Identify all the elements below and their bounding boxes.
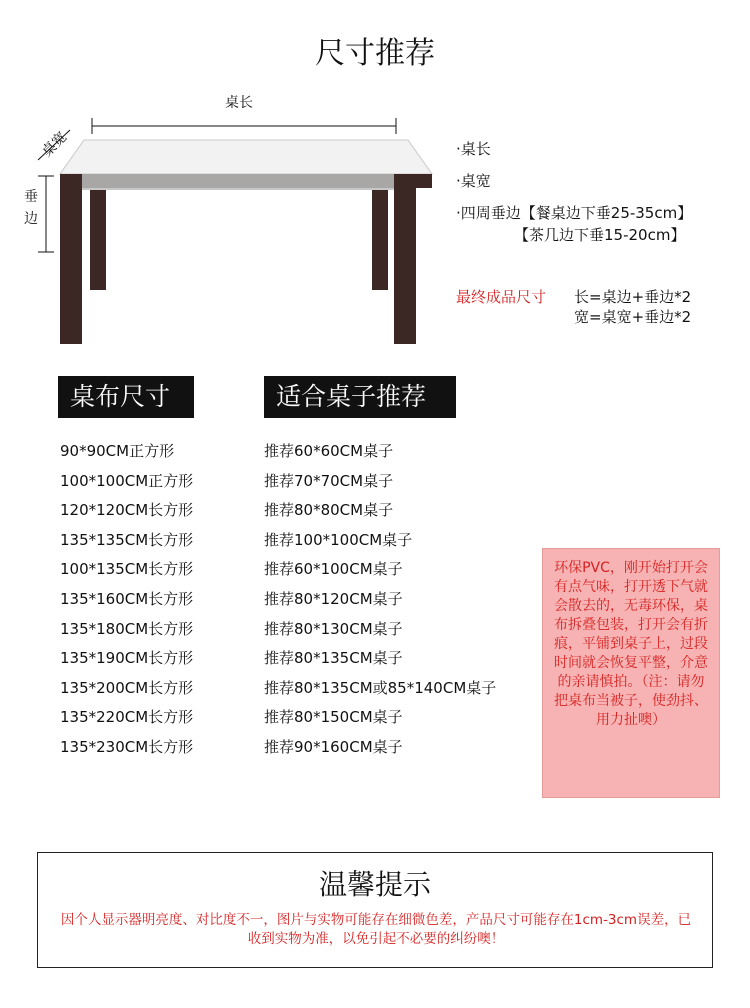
- table-illustration: [20, 88, 440, 358]
- page-title: 尺寸推荐: [315, 36, 435, 71]
- list-item: 推荐90*160CM桌子: [264, 737, 403, 756]
- legend-length: ·桌长: [456, 140, 491, 158]
- warm-tip-text: 因个人显示器明亮度、对比度不一，图片与实物可能存在细微色差，产品尺寸可能存在1cm-3cm误差，已收到实物为准，以免引起不必要的纠纷噢！: [60, 912, 692, 947]
- length-label: 桌长: [225, 95, 253, 111]
- table-recommend-header: 适合桌子推荐: [264, 376, 456, 418]
- drop-label-1: 垂: [24, 189, 38, 205]
- list-item: 135*200CM长方形: [60, 678, 194, 697]
- back-leg-right: [372, 190, 388, 290]
- list-item: 推荐60*60CM桌子: [264, 442, 394, 460]
- formula-width: 宽=桌宽+垂边*2: [574, 308, 692, 326]
- front-leg-right: [394, 174, 416, 344]
- cloth-size-header: 桌布尺寸: [58, 376, 194, 418]
- warm-tip-box: [37, 852, 713, 968]
- list-item: 135*230CM长方形: [60, 737, 194, 756]
- list-item: 推荐80*135CM桌子: [264, 649, 403, 668]
- pvc-note: 环保PVC，刚开始打开会有点气味，打开透下气就会散去的，无毒环保，桌布拆叠包装，打开会有折痕，平铺到桌子上，过段时间就会恢复平整，介意的亲请慎拍。（注：请勿把桌布当被子，使劲抖、用力扯噢）: [542, 548, 720, 798]
- list-item: 推荐60*100CM桌子: [264, 560, 403, 579]
- legend-drop-coffee: 【茶几边下垂15-20cm】: [514, 226, 686, 244]
- list-item: 90*90CM正方形: [60, 442, 175, 460]
- front-leg-left: [60, 174, 82, 344]
- list-item: 135*190CM长方形: [60, 649, 194, 668]
- list-item: 100*135CM长方形: [60, 560, 194, 579]
- table-drawing: [20, 88, 440, 358]
- warm-tip-title: 温馨提示: [318, 868, 431, 901]
- drop-label-2: 边: [24, 211, 38, 227]
- list-item: 推荐80*135CM或85*140CM桌子: [264, 678, 497, 697]
- formula-length: 长=桌边+垂边*2: [574, 288, 692, 306]
- cloth-size-list: [60, 440, 193, 766]
- list-item: 推荐80*120CM桌子: [264, 589, 403, 608]
- list-item: 推荐80*150CM桌子: [264, 708, 403, 727]
- list-item: 120*120CM长方形: [60, 501, 194, 520]
- list-item: 100*100CM正方形: [60, 471, 194, 490]
- list-item: 推荐100*100CM桌子: [264, 530, 413, 549]
- back-leg-left: [90, 190, 106, 290]
- table-top: [60, 140, 432, 174]
- legend-width: ·桌宽: [456, 172, 491, 190]
- list-item: 推荐80*80CM桌子: [264, 501, 394, 520]
- list-item: 推荐70*70CM桌子: [264, 471, 394, 490]
- list-item: 135*135CM长方形: [60, 530, 194, 549]
- legend-drop: ·四周垂边【餐桌边下垂25-35cm】: [456, 204, 693, 222]
- final-size-label: 最终成品尺寸: [456, 288, 547, 306]
- table-recommend-list: [264, 440, 496, 766]
- list-item: 推荐80*130CM桌子: [264, 619, 403, 638]
- width-label: 桌宽: [39, 129, 71, 161]
- list-item: 135*220CM长方形: [60, 708, 194, 727]
- list-item: 135*180CM长方形: [60, 619, 194, 638]
- list-item: 135*160CM长方形: [60, 589, 194, 608]
